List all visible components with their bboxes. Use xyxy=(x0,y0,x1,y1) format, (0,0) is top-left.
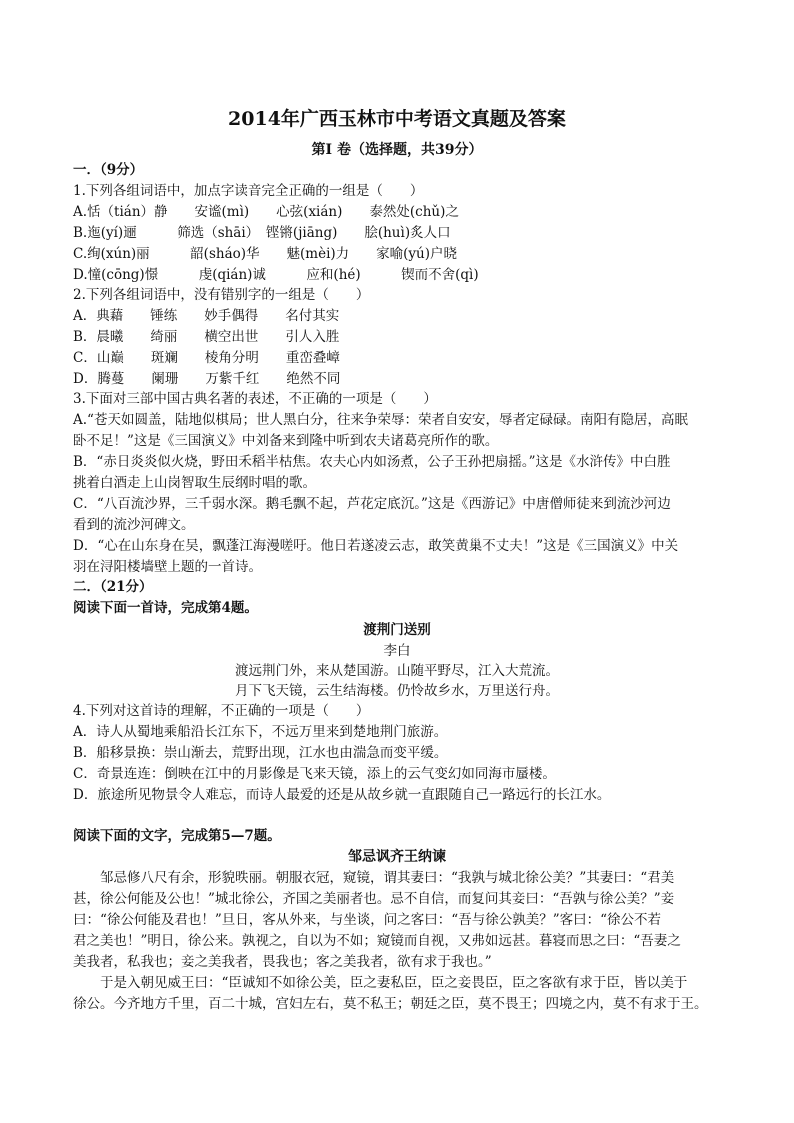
q4-option-c: C．奇景连连：倒映在江中的月影像是飞来天镜，添上的云气变幻如同海市蜃楼。 xyxy=(73,766,556,782)
part1-title: 第Ⅰ 卷（选择题，共39分） xyxy=(311,142,483,158)
q4-option-b: B．船移景换：崇山渐去，荒野出现，江水也由湍急而变平缓。 xyxy=(73,745,448,761)
poem-author: 李白 xyxy=(383,643,411,659)
q1-option-d: D.憧(cōng)憬 虔(qián)诚 应和(hé) 锲而不舍(qì) xyxy=(73,267,479,283)
q3-option-b-line1: B．“赤日炎炎似火烧，野田禾稻半枯焦。农夫心内如汤煮，公子王孙把扇摇。”这是《水浒传》中白胜 xyxy=(73,454,671,470)
q2-option-c: C．山巅 斑斓 棱角分明 重峦叠嶂 xyxy=(73,350,340,366)
article-title: 邹忌讽齐王纳谏 xyxy=(348,849,446,865)
article-p2-line1: 于是入朝见威王曰：“臣诚知不如徐公美，臣之妻私臣，臣之妾畏臣，臣之客欲有求于臣，皆以美于 xyxy=(73,975,688,991)
article-p1-line2: 甚，徐公何能及公也！”城北徐公，齐国之美丽者也。忌不自信，而复问其妾曰：“吾孰与徐公美？”妾 xyxy=(73,891,675,907)
poem-title: 渡荆门送别 xyxy=(363,622,431,638)
section1-heading: 一．（9分） xyxy=(73,162,144,178)
q4-stem: 4.下列对这首诗的理解，不正确的一项是（ ） xyxy=(73,703,370,719)
q1-option-b: B.迤(yí)逦 筛选（shāi） 铿锵(jiāng) 脍(huì)炙人口 xyxy=(73,225,451,241)
article-p2-line2: 徐公。今齐地方千里，百二十城，宫妇左右，莫不私王；朝廷之臣，莫不畏王；四境之内，莫不有求于王。 xyxy=(73,996,708,1012)
q2-option-d: D．腾蔓 阑珊 万紫千红 绝然不同 xyxy=(73,371,341,387)
q1-option-c: C.绚(xún)丽 韶(sháo)华 魅(mèi)力 家喻(yú)户晓 xyxy=(73,246,458,262)
article-p1-line4: 君之美也！”明日，徐公来。孰视之，自以为不如；窥镜而自视，又弗如远甚。暮寝而思之曰：“吾妻之 xyxy=(73,933,681,949)
q3-option-b-line2: 挑着白酒走上山岗智取生辰纲时唱的歌。 xyxy=(73,475,316,491)
q4-option-a: A．诗人从蜀地乘船沿长江东下，不远万里来到楚地荆门旅游。 xyxy=(73,724,448,740)
q1-option-a: A.恬（tián）静 安谧(mì) 心弦(xián) 泰然处(chǔ)之 xyxy=(73,204,459,220)
poem-line-2: 月下飞天镜，云生结海楼。仍怜故乡水，万里送行舟。 xyxy=(235,683,559,699)
article-p1-line1: 邹忌修八尺有余，形貌昳丽。朝服衣冠，窥镜，谓其妻曰：“我孰与城北徐公美？”其妻曰：“君美 xyxy=(73,870,675,886)
q2-stem: 2.下列各组词语中，没有错别字的一组是（ ） xyxy=(73,287,370,303)
reading1-intro: 阅读下面一首诗，完成第4题。 xyxy=(73,600,258,616)
poem-line-1: 渡远荆门外，来从楚国游。山随平野尽，江入大荒流。 xyxy=(235,663,559,679)
q3-option-a-line1: A.“苍天如圆盖，陆地似棋局；世人黑白分，往来争荣辱：荣者自安安，辱者定碌碌。南阳有隐居，高眠 xyxy=(73,412,688,428)
reading2-intro: 阅读下面的文字，完成第5—7题。 xyxy=(73,828,281,844)
q3-option-c-line1: C．“八百流沙界，三千弱水深。鹅毛飘不起，芦花定底沉。”这是《西游记》中唐僧师徒来到流沙河边 xyxy=(73,496,671,512)
q3-option-d-line2: 羽在浔阳楼墙壁上题的一首诗。 xyxy=(73,559,262,575)
article-p1-line5: 美我者，私我也；妾之美我者，畏我也；客之美我者，欲有求于我也。” xyxy=(73,954,492,970)
document-title: 2014年广西玉林市中考语文真题及答案 xyxy=(228,108,566,130)
q3-option-a-line2: 卧不足！”这是《三国演义》中刘备来到隆中听到农夫诸葛亮所作的歌。 xyxy=(73,433,499,449)
q3-option-c-line2: 看到的流沙河碑文。 xyxy=(73,517,195,533)
section2-heading: 二．（21分） xyxy=(73,579,153,595)
q2-option-b: B．晨曦 绮丽 横空出世 引人入胜 xyxy=(73,329,340,345)
q1-stem: 1.下列各组词语中，加点字读音完全正确的一组是（ ） xyxy=(73,183,424,199)
q2-option-a: A．典藉 锤练 妙手偶得 名付其实 xyxy=(73,308,340,324)
q4-option-d: D．旅途所见物景令人难忘，而诗人最爱的还是从故乡就一直跟随自己一路远行的长江水。 xyxy=(73,787,611,803)
q3-stem: 3.下面对三部中国古典名著的表述，不正确的一项是（ ） xyxy=(73,391,437,407)
q3-option-d-line1: D．“心在山东身在吴，飘蓬江海漫嗟吁。他日若遂凌云志，敢笑黄巢不丈夫！”这是《三国演义》中关 xyxy=(73,538,679,554)
article-p1-line3: 曰：“徐公何能及君也！”旦日，客从外来，与坐谈，问之客曰：“吾与徐公孰美？”客曰：“徐公不若 xyxy=(73,912,662,928)
